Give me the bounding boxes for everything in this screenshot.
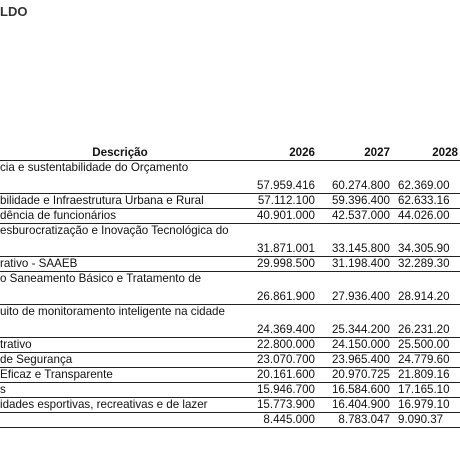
value-2027: 20.970.725 [317,368,392,383]
value-2027: 42.537.000 [317,209,392,224]
value-2028: 24.779.60 [392,353,460,368]
value-2026: 57.112.100 [240,194,317,209]
value-2026: 15.773.900 [240,398,317,413]
value-2026: 26.861.900 [240,272,317,305]
row-description [0,413,240,428]
value-2027: 60.274.800 [317,161,392,194]
value-2027: 23.965.400 [317,353,392,368]
table-row [0,224,460,257]
value-2026: 8.445.000 [240,413,317,428]
table-row [0,257,460,272]
page-title: LDO [0,4,28,19]
table-row [0,413,460,428]
value-2026: 15.946.700 [240,383,317,398]
value-2028: 62.369.00 [392,161,460,194]
table-row [0,353,460,368]
value-2026: 23.070.700 [240,353,317,368]
table-body [0,161,460,428]
row-description: cia e sustentabilidade do Orçamento [0,161,240,194]
table-row [0,194,460,209]
value-2026: 20.161.600 [240,368,317,383]
value-2028: 26.231.20 [392,305,460,338]
value-2028: 62.633.16 [392,194,460,209]
table-row [0,398,460,413]
table-header-row [0,145,460,161]
value-2026: 24.369.400 [240,305,317,338]
column-header-2027: 2027 [317,145,392,161]
row-description: o Saneamento Básico e Tratamento de [0,272,240,305]
column-header-2026: 2026 [240,145,317,161]
value-2027: 33.145.800 [317,224,392,257]
value-2027: 16.404.900 [317,398,392,413]
row-description: esburocratização e Inovação Tecnológica do [0,224,240,257]
value-2028: 21.809.16 [392,368,460,383]
value-2027: 31.198.400 [317,257,392,272]
column-header-description: Descrição [0,145,240,161]
row-description: rativo - SAAEB [0,257,240,272]
table-row [0,272,460,305]
row-description: Eficaz e Transparente [0,368,240,383]
value-2027: 16.584.600 [317,383,392,398]
table-row [0,338,460,353]
value-2026: 57.959.416 [240,161,317,194]
value-2027: 27.936.400 [317,272,392,305]
row-description: de Segurança [0,353,240,368]
column-header-2028: 2028 [392,145,460,161]
value-2026: 31.871.001 [240,224,317,257]
table-row [0,161,460,194]
row-description: uito de monitoramento inteligente na cidade [0,305,240,338]
value-2028: 44.026.00 [392,209,460,224]
table-row [0,305,460,338]
value-2028: 16.979.10 [392,398,460,413]
value-2026: 29.998.500 [240,257,317,272]
table-row [0,383,460,398]
value-2027: 25.344.200 [317,305,392,338]
value-2028: 34.305.90 [392,224,460,257]
value-2028: 32.289.30 [392,257,460,272]
value-2027: 59.396.400 [317,194,392,209]
value-2026: 40.901.000 [240,209,317,224]
value-2028: 9.090.37 [392,413,460,428]
value-2028: 28.914.20 [392,272,460,305]
budget-table [0,145,460,428]
table-row [0,368,460,383]
value-2028: 25.500.00 [392,338,460,353]
row-description: trativo [0,338,240,353]
row-description: s [0,383,240,398]
table-row [0,209,460,224]
value-2028: 17.165.10 [392,383,460,398]
value-2027: 24.150.000 [317,338,392,353]
row-description: bilidade e Infraestrutura Urbana e Rural [0,194,240,209]
row-description: idades esportivas, recreativas e de lazer [0,398,240,413]
value-2026: 22.800.000 [240,338,317,353]
row-description: dência de funcionários [0,209,240,224]
value-2027: 8.783.047 [317,413,392,428]
